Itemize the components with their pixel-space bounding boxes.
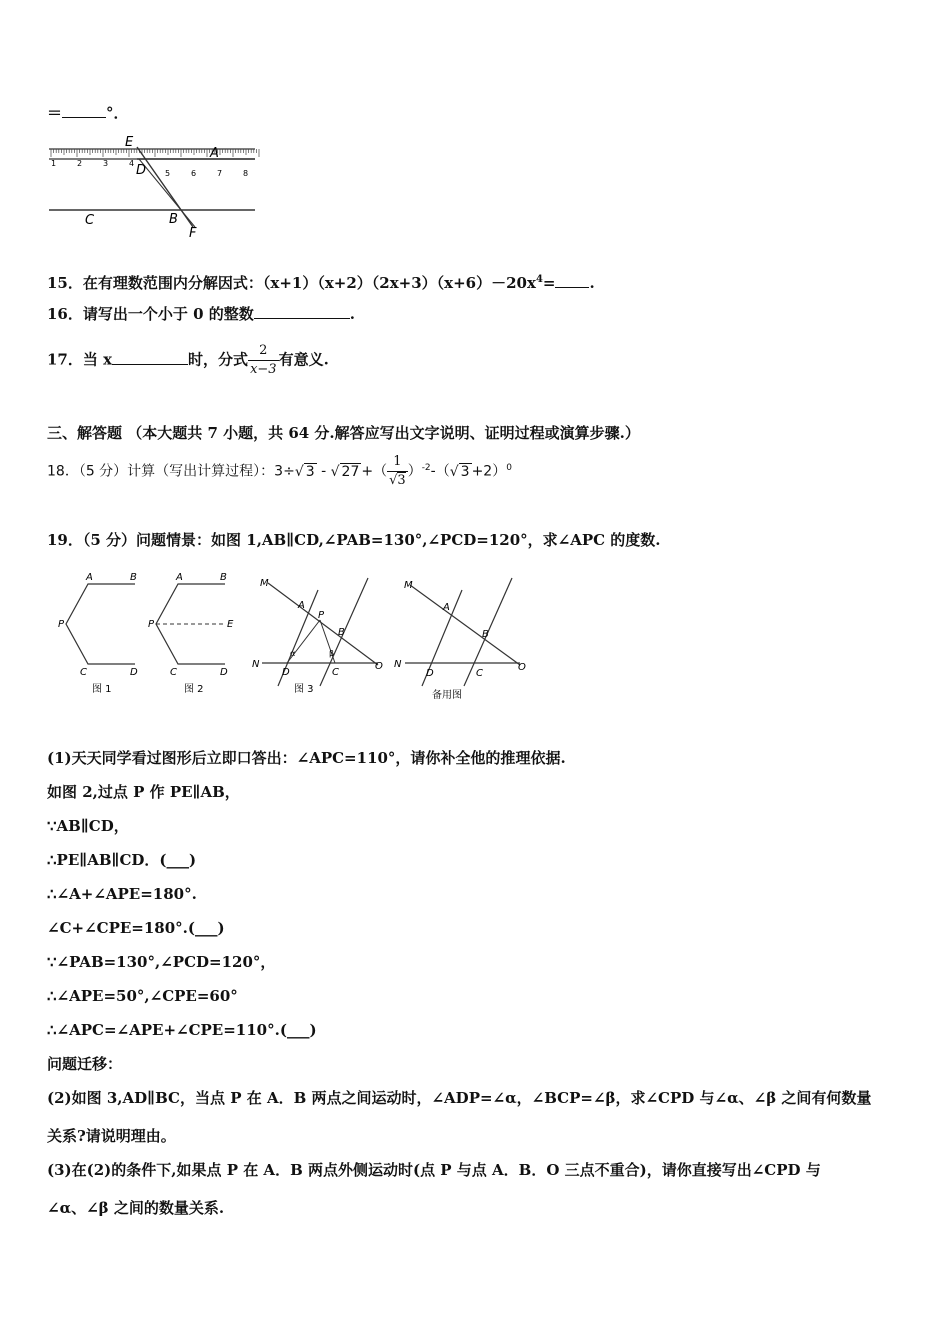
q17-answer-blank[interactable] — [112, 350, 188, 365]
figure-3 — [252, 578, 383, 695]
q19-migration-heading: 问题迁移： — [47, 1055, 123, 1073]
label-d: D — [136, 163, 147, 178]
q17-fraction — [248, 342, 279, 379]
sqrt-3-radicand: 3 — [305, 463, 315, 480]
q19-proof-line: ∠C+∠CPE=180°.(___) — [47, 919, 225, 937]
q18-frac-radicand: 3 — [397, 473, 406, 488]
q19-part1-line: (1)天天同学看过图形后立即口答出：∠APC=110°，请你补全他的推理依据. — [47, 749, 566, 767]
fig1-label-c: C — [80, 667, 87, 678]
q18-number: 18． — [47, 463, 79, 480]
q16-number: 16． — [47, 305, 83, 323]
q18-frac-numerator: 1 — [393, 454, 402, 469]
q19-proof-line: ∴PE∥AB∥CD．(___) — [47, 851, 197, 869]
q16-text: 请写出一个小于 0 的整数 — [82, 305, 254, 323]
fig3-label-d: D — [282, 667, 290, 678]
q15-text: 在有理数范围内分解因式：（x+1）（x+2）（2x+3）（x+6）－20x — [82, 274, 536, 292]
q18-text: （5 分）计算（写出计算过程）：3÷ — [78, 463, 295, 480]
fig3-label-p: P — [318, 610, 325, 621]
q19-part2-line: 关系?请说明理由。 — [47, 1127, 176, 1145]
q19-proof-line: ∵∠PAB=130°,∠PCD=120°， — [47, 953, 276, 971]
fig2-label-c: C — [170, 667, 177, 678]
q18-plus-paren: +（ — [361, 463, 388, 480]
sqrt-27: √ 27 — [330, 463, 360, 480]
label-c: C — [85, 213, 95, 228]
fig2-label-b: B — [220, 572, 227, 583]
spare-label-b: B — [482, 629, 489, 640]
ruler-tick-label: 8 — [243, 169, 249, 178]
sqrt-3-second: √ 3 — [449, 463, 470, 480]
q17-frac-numerator: 2 — [259, 343, 268, 358]
fig3-label-m: M — [260, 578, 269, 589]
fig3-label-c: C — [332, 667, 339, 678]
ruler — [49, 149, 259, 178]
q18-exponent-0: 0 — [506, 462, 512, 473]
q19-proof-line: ∴∠APC=∠APE+∠CPE=110°.(___) — [47, 1021, 317, 1039]
ruler-tick-label: 5 — [165, 169, 171, 178]
spare-label-a: A — [443, 602, 450, 613]
ruler-tick-label: 1 — [51, 159, 57, 168]
fig1-label-b: B — [130, 572, 137, 583]
q18-minus: - — [316, 463, 331, 480]
figure-1 — [58, 572, 138, 695]
q15-equals: = — [542, 274, 556, 292]
q18-minus-paren: -（ — [430, 463, 450, 480]
sqrt-3: √ 3 — [294, 463, 315, 480]
ruler-figure — [45, 135, 260, 245]
q15-answer-blank[interactable] — [555, 273, 589, 288]
fig1-label-a: A — [86, 572, 93, 583]
fig2-label-e: E — [227, 619, 234, 630]
question-18 — [47, 453, 512, 490]
fig3-label-o: O — [375, 661, 383, 672]
figure-spare — [394, 578, 526, 701]
fig3-caption: 图 3 — [294, 684, 314, 695]
q19-proof-line: ∴∠A+∠APE=180°. — [47, 885, 197, 903]
fig3-label-beta: β — [329, 649, 335, 658]
question-17 — [47, 342, 329, 379]
degree-suffix: °． — [106, 104, 129, 122]
spare-label-c: C — [476, 668, 483, 679]
spare-label-m: M — [404, 580, 413, 591]
q19-part2-line: (2)如图 3,AD∥BC，当点 P 在 A．B 两点之间运动时，∠ADP=∠α，∠BCP=∠β，求∠CPD 与∠α、∠β 之间有何数量 — [47, 1089, 872, 1107]
ruler-tick-label: 3 — [103, 159, 109, 168]
fig2-caption: 图 2 — [184, 684, 204, 695]
label-a: A — [210, 146, 219, 161]
fig2-label-d: D — [220, 667, 228, 678]
sqrt-3-second-radicand: 3 — [460, 463, 470, 480]
fig3-label-n: N — [252, 659, 260, 670]
q18-exponent-neg2: -2 — [421, 462, 431, 473]
spare-label-n: N — [394, 659, 402, 670]
spare-caption: 备用图 — [432, 690, 462, 701]
label-f: F — [189, 226, 197, 241]
q15-end: . — [589, 274, 595, 292]
fig3-label-alpha: α — [290, 649, 296, 658]
q17-mid: 时，分式 — [188, 350, 249, 369]
q15-exponent: 4 — [535, 274, 543, 285]
q19-part3-line: ∠α、∠β 之间的数量关系. — [47, 1199, 225, 1217]
q18-plus2: +2） — [471, 463, 507, 480]
fig3-label-b: B — [338, 627, 345, 638]
q19-text: （5 分）问题情景：如图 1,AB∥CD,∠PAB=130°,∠PCD=120°，求∠APC 的度数. — [82, 531, 661, 549]
ruler-tick-label: 2 — [77, 159, 83, 168]
fig3-label-a: A — [298, 600, 305, 611]
equals-sign: ＝ — [47, 104, 63, 122]
q16-end: . — [349, 305, 355, 323]
fig2-label-a: A — [176, 572, 183, 583]
q17-post: 有意义. — [278, 350, 329, 369]
fig2-label-p: P — [148, 619, 155, 630]
ruler-tick-label: 6 — [191, 169, 197, 178]
fig1-caption: 图 1 — [92, 684, 112, 695]
ruler-tick-label: 4 — [129, 159, 135, 168]
question-19 — [47, 530, 661, 550]
answer-blank[interactable] — [62, 103, 106, 118]
section-3-title: 三、解答题 （本大题共 7 小题，共 64 分.解答应写出文字说明、证明过程或演算步骤.） — [47, 424, 640, 442]
ruler-tick-label: 7 — [217, 169, 223, 178]
question-15 — [47, 270, 595, 293]
q17-number: 17． — [47, 350, 83, 369]
q15-number: 15． — [47, 274, 83, 292]
figures-row — [50, 568, 540, 708]
q17-pre: 当 x — [82, 350, 113, 369]
q19-proof-line: ∵AB∥CD， — [47, 817, 129, 835]
q18-frac-denominator: √3 — [389, 473, 406, 488]
question-16 — [47, 304, 355, 324]
q19-part3-line: (3)在(2)的条件下,如果点 P 在 A．B 两点外侧运动时(点 P 与点 A．B．O 三点不重合)，请你直接写出∠CPD 与 — [47, 1161, 821, 1179]
spare-label-o: O — [518, 662, 526, 673]
label-e: E — [125, 135, 134, 150]
q19-proof-line: 如图 2,过点 P 作 PE∥AB， — [47, 783, 240, 801]
top-blank-line — [47, 103, 129, 123]
sqrt-27-radicand: 27 — [341, 463, 360, 480]
label-b: B — [169, 212, 178, 227]
q17-frac-denominator: x−3 — [250, 362, 277, 377]
q19-proof-line: ∴∠APE=50°,∠CPE=60° — [47, 987, 238, 1005]
fig1-label-p: P — [58, 619, 65, 630]
spare-label-d: D — [426, 668, 434, 679]
figure-2 — [148, 572, 234, 695]
q18-close-paren: ） — [407, 463, 422, 480]
q18-fraction — [387, 453, 408, 490]
fig1-label-d: D — [130, 667, 138, 678]
q19-number: 19． — [47, 531, 83, 549]
q16-answer-blank[interactable] — [254, 304, 350, 319]
